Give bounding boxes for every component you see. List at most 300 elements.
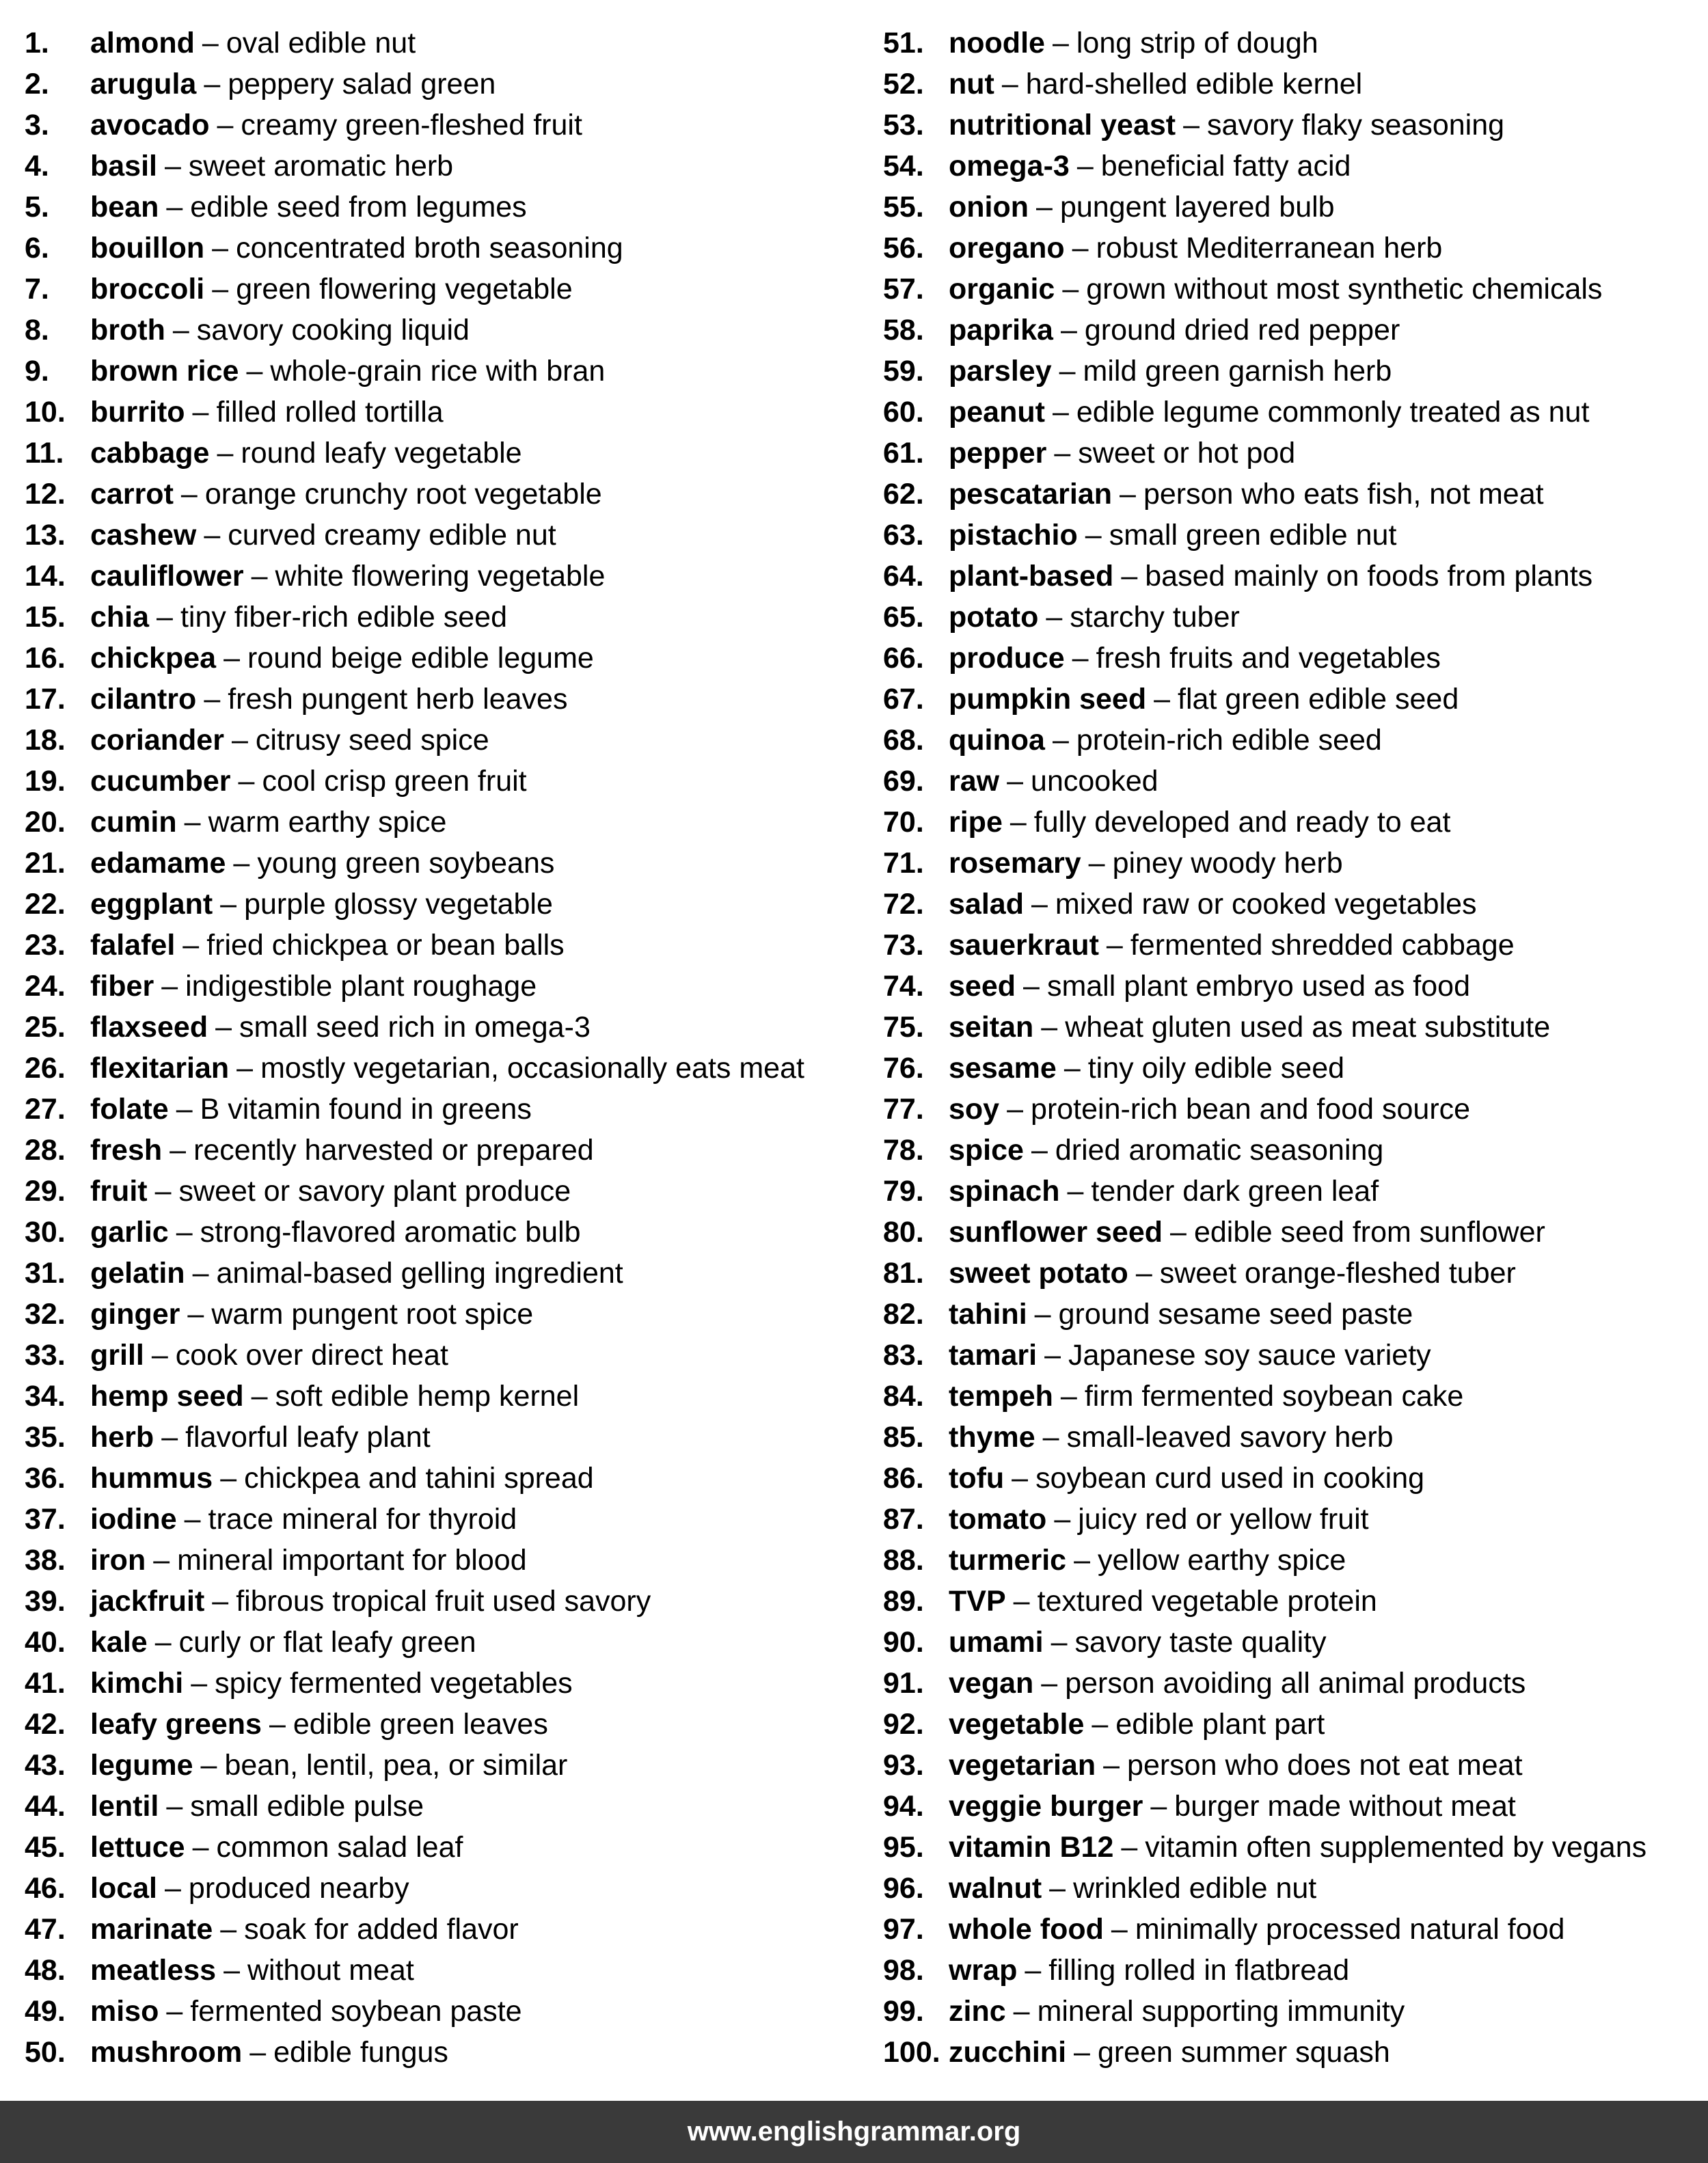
list-item xyxy=(883,1376,1703,1417)
list-item xyxy=(25,1868,865,1909)
item-term: lentil xyxy=(90,1790,159,1823)
list-item xyxy=(883,1089,1703,1130)
item-separator: – xyxy=(1059,355,1076,387)
list-item xyxy=(883,1294,1703,1335)
list-item xyxy=(883,802,1703,843)
item-term: sweet potato xyxy=(949,1257,1128,1290)
list-item xyxy=(25,187,865,228)
item-term: ginger xyxy=(90,1298,180,1331)
item-term: organic xyxy=(949,273,1055,305)
item-separator: – xyxy=(231,724,248,757)
item-separator: – xyxy=(202,27,219,59)
list-item xyxy=(883,1007,1703,1048)
item-separator: – xyxy=(165,1872,181,1905)
item-definition: produced nearby xyxy=(188,1872,409,1905)
item-definition: concentrated broth seasoning xyxy=(236,232,623,264)
item-number: 46. xyxy=(25,1872,66,1905)
item-number: 72. xyxy=(883,888,924,921)
item-separator: – xyxy=(1001,68,1018,100)
item-definition: small plant embryo used as food xyxy=(1046,970,1470,1003)
list-item xyxy=(25,884,865,925)
item-number: 5. xyxy=(25,191,49,223)
item-number: 58. xyxy=(883,314,924,346)
item-definition: strong-flavored aromatic bulb xyxy=(200,1216,581,1249)
item-number: 2. xyxy=(25,68,49,100)
item-definition: filled rolled tortilla xyxy=(216,396,444,428)
item-term: pescatarian xyxy=(949,478,1113,511)
list-item xyxy=(883,925,1703,966)
list-item xyxy=(883,1663,1703,1704)
list-item xyxy=(25,515,865,556)
item-definition: common salad leaf xyxy=(216,1831,463,1864)
item-number: 15. xyxy=(25,601,66,634)
item-number: 79. xyxy=(883,1175,924,1208)
item-definition: citrusy seed spice xyxy=(255,724,489,757)
list-item xyxy=(25,1335,865,1376)
item-definition: cool crisp green fruit xyxy=(262,765,527,798)
item-definition: green summer squash xyxy=(1097,2036,1390,2069)
item-separator: – xyxy=(154,1626,172,1659)
item-separator: – xyxy=(249,2036,267,2069)
item-separator: – xyxy=(170,1134,187,1167)
item-number: 57. xyxy=(883,273,924,305)
item-term: potato xyxy=(949,601,1039,634)
item-definition: mostly vegetarian, occasionally eats meat xyxy=(260,1052,804,1085)
item-definition: trace mineral for thyroid xyxy=(208,1503,517,1536)
item-definition: person who eats fish, not meat xyxy=(1143,478,1544,511)
item-number: 12. xyxy=(25,478,66,511)
item-number: 36. xyxy=(25,1462,66,1495)
item-term: rosemary xyxy=(949,847,1081,880)
item-definition: fresh fruits and vegetables xyxy=(1096,642,1441,675)
item-number: 82. xyxy=(883,1298,924,1331)
item-separator: – xyxy=(1050,1626,1068,1659)
item-term: marinate xyxy=(90,1913,213,1946)
item-term: cucumber xyxy=(90,765,231,798)
item-definition: small green edible nut xyxy=(1109,519,1397,552)
item-separator: – xyxy=(217,437,234,470)
list-item xyxy=(25,1458,865,1499)
item-term: brown rice xyxy=(90,355,239,387)
item-term: cilantro xyxy=(90,683,197,716)
item-term: umami xyxy=(949,1626,1044,1659)
item-definition: soak for added flavor xyxy=(244,1913,519,1946)
item-separator: – xyxy=(220,1462,237,1495)
item-definition: ground dried red pepper xyxy=(1084,314,1400,346)
list-item xyxy=(883,269,1703,310)
item-term: meatless xyxy=(90,1954,217,1987)
item-separator: – xyxy=(191,1667,208,1700)
item-separator: – xyxy=(1049,1872,1066,1905)
item-separator: – xyxy=(166,1790,183,1823)
list-item xyxy=(883,228,1703,269)
item-number: 76. xyxy=(883,1052,924,1085)
item-term: lettuce xyxy=(90,1831,185,1864)
item-term: local xyxy=(90,1872,157,1905)
item-definition: recently harvested or prepared xyxy=(193,1134,594,1167)
item-number: 91. xyxy=(883,1667,924,1700)
item-separator: – xyxy=(236,1052,254,1085)
item-definition: sweet or hot pod xyxy=(1078,437,1296,470)
item-term: carrot xyxy=(90,478,174,511)
footer-url[interactable]: www.englishgrammar.org xyxy=(687,2117,1021,2147)
item-separator: – xyxy=(1052,724,1069,757)
item-separator: – xyxy=(153,1544,170,1577)
list-item xyxy=(25,1540,865,1581)
list-item xyxy=(883,392,1703,433)
item-separator: – xyxy=(1072,232,1089,264)
item-definition: fermented soybean paste xyxy=(190,1995,522,2028)
item-definition: beneficial fatty acid xyxy=(1100,150,1351,182)
item-term: garlic xyxy=(90,1216,169,1249)
item-number: 37. xyxy=(25,1503,66,1536)
list-item xyxy=(25,1786,865,1827)
item-separator: – xyxy=(251,1380,268,1413)
list-item xyxy=(883,1458,1703,1499)
item-separator: – xyxy=(217,109,234,141)
list-item xyxy=(883,556,1703,597)
item-term: grill xyxy=(90,1339,144,1372)
item-definition: oval edible nut xyxy=(226,27,416,59)
list-item xyxy=(883,720,1703,761)
item-separator: – xyxy=(200,1749,217,1782)
item-separator: – xyxy=(1062,273,1079,305)
item-separator: – xyxy=(176,1093,193,1126)
item-definition: Japanese soy sauce variety xyxy=(1068,1339,1431,1372)
item-definition: round beige edible legume xyxy=(247,642,594,675)
item-definition: small-leaved savory herb xyxy=(1066,1421,1394,1454)
item-definition: fermented shredded cabbage xyxy=(1130,929,1515,962)
item-definition: pungent layered bulb xyxy=(1059,191,1335,223)
item-definition: mild green garnish herb xyxy=(1083,355,1392,387)
item-number: 86. xyxy=(883,1462,924,1495)
list-item xyxy=(883,310,1703,351)
list-item xyxy=(883,1950,1703,1991)
item-separator: – xyxy=(166,191,183,223)
item-definition: purple glossy vegetable xyxy=(244,888,553,921)
item-separator: – xyxy=(1054,437,1071,470)
item-term: pumpkin seed xyxy=(949,683,1147,716)
item-number: 64. xyxy=(883,560,924,593)
list-item xyxy=(883,1212,1703,1253)
item-separator: – xyxy=(223,1954,240,1987)
list-item xyxy=(883,187,1703,228)
item-term: hemp seed xyxy=(90,1380,244,1413)
item-definition: filling rolled in flatbread xyxy=(1048,1954,1350,1987)
list-item xyxy=(883,433,1703,474)
list-item xyxy=(25,1171,865,1212)
item-definition: burger made without meat xyxy=(1174,1790,1516,1823)
item-number: 45. xyxy=(25,1831,66,1864)
item-separator: – xyxy=(154,1175,172,1208)
item-number: 6. xyxy=(25,232,49,264)
list-item xyxy=(883,843,1703,884)
item-separator: – xyxy=(161,970,178,1003)
list-item xyxy=(25,474,865,515)
item-number: 9. xyxy=(25,355,49,387)
item-definition: creamy green-fleshed fruit xyxy=(241,109,582,141)
item-number: 17. xyxy=(25,683,66,716)
item-definition: orange crunchy root vegetable xyxy=(204,478,602,511)
item-number: 68. xyxy=(883,724,924,757)
item-separator: – xyxy=(1183,109,1200,141)
list-item xyxy=(25,1253,865,1294)
item-number: 32. xyxy=(25,1298,66,1331)
item-number: 18. xyxy=(25,724,66,757)
list-item xyxy=(25,1663,865,1704)
item-separator: – xyxy=(212,273,229,305)
item-term: almond xyxy=(90,27,195,59)
item-separator: – xyxy=(151,1339,168,1372)
item-definition: hard-shelled edible kernel xyxy=(1025,68,1363,100)
item-separator: – xyxy=(1103,1749,1120,1782)
list-item xyxy=(25,843,865,884)
list-item xyxy=(883,1253,1703,1294)
item-term: jackfruit xyxy=(90,1585,205,1618)
item-separator: – xyxy=(1121,1831,1138,1864)
item-number: 42. xyxy=(25,1708,66,1741)
item-definition: fried chickpea or bean balls xyxy=(206,929,565,962)
item-number: 49. xyxy=(25,1995,66,2028)
item-number: 70. xyxy=(883,806,924,839)
list-item xyxy=(883,597,1703,638)
item-term: onion xyxy=(949,191,1029,223)
item-number: 88. xyxy=(883,1544,924,1577)
item-term: sesame xyxy=(949,1052,1057,1085)
list-item xyxy=(25,1376,865,1417)
item-term: miso xyxy=(90,1995,159,2028)
item-term: quinoa xyxy=(949,724,1045,757)
item-number: 1. xyxy=(25,27,49,59)
item-definition: based mainly on foods from plants xyxy=(1145,560,1593,593)
item-number: 31. xyxy=(25,1257,66,1290)
item-number: 65. xyxy=(883,601,924,634)
item-definition: tiny oily edible seed xyxy=(1087,1052,1345,1085)
list-item xyxy=(883,1991,1703,2032)
item-term: pistachio xyxy=(949,519,1078,552)
footer-bar xyxy=(0,2101,1708,2163)
list-item xyxy=(25,392,865,433)
item-term: fruit xyxy=(90,1175,148,1208)
list-item xyxy=(25,925,865,966)
item-definition: curly or flat leafy green xyxy=(178,1626,476,1659)
item-term: tahini xyxy=(949,1298,1027,1331)
item-definition: tender dark green leaf xyxy=(1091,1175,1379,1208)
item-number: 98. xyxy=(883,1954,924,1987)
item-separator: – xyxy=(1170,1216,1187,1249)
item-number: 22. xyxy=(25,888,66,921)
item-number: 84. xyxy=(883,1380,924,1413)
item-separator: – xyxy=(1060,1380,1077,1413)
item-definition: edible fungus xyxy=(273,2036,448,2069)
item-definition: yellow earthy spice xyxy=(1098,1544,1346,1577)
item-definition: edible green leaves xyxy=(293,1708,548,1741)
item-definition: savory taste quality xyxy=(1074,1626,1327,1659)
item-definition: sweet or savory plant produce xyxy=(178,1175,571,1208)
item-term: wrap xyxy=(949,1954,1018,1987)
item-term: coriander xyxy=(90,724,224,757)
item-separator: – xyxy=(161,1421,178,1454)
item-term: fiber xyxy=(90,970,154,1003)
item-number: 78. xyxy=(883,1134,924,1167)
list-item xyxy=(883,1786,1703,1827)
item-term: herb xyxy=(90,1421,154,1454)
item-term: eggplant xyxy=(90,888,213,921)
list-item xyxy=(25,1581,865,1622)
list-item xyxy=(883,23,1703,64)
item-separator: – xyxy=(184,806,201,839)
item-separator: – xyxy=(1074,1544,1090,1577)
item-separator: – xyxy=(157,601,173,634)
item-term: arugula xyxy=(90,68,197,100)
list-item xyxy=(883,1622,1703,1663)
list-item xyxy=(883,1581,1703,1622)
list-item xyxy=(883,679,1703,720)
list-item xyxy=(25,556,865,597)
item-separator: – xyxy=(1060,314,1077,346)
list-item xyxy=(25,1294,865,1335)
item-separator: – xyxy=(1041,1667,1058,1700)
item-definition: sweet orange-fleshed tuber xyxy=(1159,1257,1516,1290)
item-number: 11. xyxy=(25,437,64,470)
item-term: vegetable xyxy=(949,1708,1085,1741)
list-item xyxy=(25,1212,865,1253)
item-separator: – xyxy=(180,478,198,511)
list-item xyxy=(25,1745,865,1786)
item-number: 26. xyxy=(25,1052,66,1085)
list-item xyxy=(25,1950,865,1991)
item-term: spinach xyxy=(949,1175,1060,1208)
list-item xyxy=(883,1499,1703,1540)
item-separator: – xyxy=(1044,1339,1061,1372)
list-item xyxy=(883,146,1703,187)
item-term: whole food xyxy=(949,1913,1104,1946)
item-term: produce xyxy=(949,642,1065,675)
item-term: edamame xyxy=(90,847,226,880)
list-item xyxy=(25,351,865,392)
item-term: burrito xyxy=(90,396,185,428)
item-number: 27. xyxy=(25,1093,66,1126)
item-number: 87. xyxy=(883,1503,924,1536)
item-definition: dried aromatic seasoning xyxy=(1055,1134,1384,1167)
item-separator: – xyxy=(1025,1954,1042,1987)
item-separator: – xyxy=(1036,191,1053,223)
item-number: 95. xyxy=(883,1831,924,1864)
item-number: 94. xyxy=(883,1790,924,1823)
item-number: 100. xyxy=(883,2036,940,2069)
item-number: 93. xyxy=(883,1749,924,1782)
list-item xyxy=(883,1171,1703,1212)
item-separator: – xyxy=(1013,1585,1030,1618)
item-number: 43. xyxy=(25,1749,66,1782)
list-item xyxy=(25,23,865,64)
list-item xyxy=(883,1909,1703,1950)
item-definition: bean, lentil, pea, or similar xyxy=(224,1749,568,1782)
item-number: 19. xyxy=(25,765,66,798)
item-number: 39. xyxy=(25,1585,66,1618)
item-definition: protein-rich edible seed xyxy=(1076,724,1382,757)
item-number: 92. xyxy=(883,1708,924,1741)
item-term: soy xyxy=(949,1093,1000,1126)
item-number: 97. xyxy=(883,1913,924,1946)
item-separator: – xyxy=(1085,519,1102,552)
item-definition: flat green edible seed xyxy=(1178,683,1459,716)
item-separator: – xyxy=(212,232,229,264)
item-definition: textured vegetable protein xyxy=(1037,1585,1377,1618)
item-number: 60. xyxy=(883,396,924,428)
item-definition: firm fermented soybean cake xyxy=(1084,1380,1464,1413)
list-item xyxy=(25,269,865,310)
item-definition: person avoiding all animal products xyxy=(1065,1667,1526,1700)
item-definition: grown without most synthetic chemicals xyxy=(1086,273,1603,305)
item-number: 90. xyxy=(883,1626,924,1659)
item-term: hummus xyxy=(90,1462,213,1495)
item-number: 53. xyxy=(883,109,924,141)
item-separator: – xyxy=(187,1298,204,1331)
item-separator: – xyxy=(251,560,268,593)
item-number: 30. xyxy=(25,1216,66,1249)
item-definition: warm earthy spice xyxy=(208,806,447,839)
item-term: broccoli xyxy=(90,273,205,305)
item-definition: edible plant part xyxy=(1115,1708,1325,1741)
item-number: 62. xyxy=(883,478,924,511)
item-separator: – xyxy=(182,929,200,962)
item-definition: piney woody herb xyxy=(1112,847,1343,880)
item-separator: – xyxy=(1106,929,1123,962)
list-item xyxy=(25,720,865,761)
item-definition: soybean curd used in cooking xyxy=(1035,1462,1425,1495)
item-number: 83. xyxy=(883,1339,924,1372)
right-column xyxy=(883,23,1703,2073)
item-separator: – xyxy=(204,68,221,100)
item-term: chickpea xyxy=(90,642,217,675)
item-number: 54. xyxy=(883,150,924,182)
item-separator: – xyxy=(220,888,237,921)
item-term: veggie burger xyxy=(949,1790,1143,1823)
item-separator: – xyxy=(1092,1708,1109,1741)
item-number: 40. xyxy=(25,1626,66,1659)
item-term: mushroom xyxy=(90,2036,243,2069)
list-item xyxy=(25,1007,865,1048)
list-item xyxy=(883,1868,1703,1909)
item-term: pepper xyxy=(949,437,1047,470)
item-definition: small edible pulse xyxy=(190,1790,424,1823)
item-separator: – xyxy=(1150,1790,1167,1823)
item-definition: fresh pungent herb leaves xyxy=(228,683,568,716)
list-item xyxy=(883,474,1703,515)
item-definition: curved creamy edible nut xyxy=(228,519,556,552)
list-item xyxy=(883,1827,1703,1868)
item-term: cabbage xyxy=(90,437,210,470)
item-separator: – xyxy=(220,1913,237,1946)
item-separator: – xyxy=(1031,888,1048,921)
item-separator: – xyxy=(1042,1421,1059,1454)
item-separator: – xyxy=(1031,1134,1048,1167)
item-term: kimchi xyxy=(90,1667,184,1700)
item-term: vegan xyxy=(949,1667,1034,1700)
item-separator: – xyxy=(1111,1913,1128,1946)
item-number: 23. xyxy=(25,929,66,962)
list-item xyxy=(25,433,865,474)
item-number: 96. xyxy=(883,1872,924,1905)
list-item xyxy=(883,966,1703,1007)
item-separator: – xyxy=(204,683,221,716)
list-item xyxy=(883,2032,1703,2073)
list-item xyxy=(883,1540,1703,1581)
item-term: sunflower seed xyxy=(949,1216,1163,1249)
item-number: 41. xyxy=(25,1667,66,1700)
item-term: zucchini xyxy=(949,2036,1067,2069)
